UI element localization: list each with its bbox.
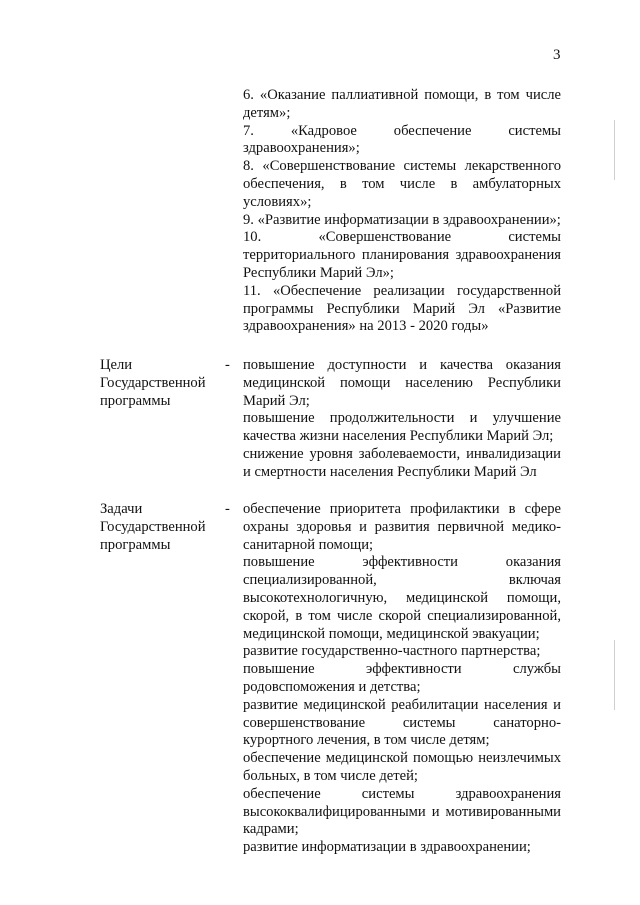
- task-item: обеспечение медицинской помощью неизлечимых больных, в том числе детей;: [243, 750, 561, 784]
- task-item: обеспечение приоритета профилактики в сфере охраны здоровья и развития первичной медико-санитарной помощи;: [243, 501, 561, 553]
- scan-edge-mark: [614, 120, 615, 180]
- intro-item-10: 10. «Совершенствование системы территориального планирования здравоохранения Республики Марий Эл»;: [243, 229, 561, 281]
- task-item: развитие медицинской реабилитации населения и совершенствование системы санаторно-курортного лечения, в том числе детям;: [243, 696, 561, 749]
- intro-item-11: 11. «Обеспечение реализации государственной программы Республики Марий Эл «Развитие здравоохранения» на 2013 - 2020 годы»: [243, 282, 561, 335]
- goal-item: снижение уровня заболеваемости, инвалидизации и смертности населения Республики Марий Эл: [243, 445, 561, 480]
- tasks-list: [243, 501, 561, 857]
- goals-list: [243, 357, 561, 482]
- goal-item: повышение доступности и качества оказания медицинской помощи населению Республики Марий Эл;: [243, 357, 561, 409]
- intro-item-9: 9. «Развитие информатизации в здравоохранении»;: [243, 211, 561, 228]
- tasks-label: Задачи Государственной программы: [100, 501, 206, 553]
- intro-item-6: 6. «Оказание паллиативной помощи, в том числе детям»;: [243, 87, 561, 121]
- task-item: повышение эффективности службы родовспоможения и детства;: [243, 661, 561, 695]
- intro-list: [243, 87, 561, 336]
- goal-item: повышение продолжительности и улучшение качества жизни населения Республики Марий Эл;: [243, 410, 561, 445]
- task-item: обеспечение системы здравоохранения высококвалифицированными и мотивированными кадрами;: [243, 785, 561, 838]
- goals-dash: -: [225, 357, 230, 373]
- goals-label: Цели Государственной программы: [100, 357, 206, 409]
- page-number: 3: [553, 47, 561, 63]
- tasks-dash: -: [225, 501, 230, 517]
- intro-item-7: 7. «Кадровое обеспечение системы здравоохранения»;: [243, 122, 561, 157]
- scan-edge-mark: [614, 640, 615, 710]
- task-item: повышение эффективности оказания специализированной, включая высокотехнологичную, медицинской помощи, скорой, в том числе скорой специализированной, медицинской помощи, медицинской эвакуации;: [243, 554, 561, 642]
- intro-item-8: 8. «Совершенствование системы лекарственного обеспечения, в том числе в амбулаторных условиях»;: [243, 158, 561, 210]
- task-item: развитие государственно-частного партнерства;: [243, 643, 541, 660]
- task-item: развитие информатизации в здравоохранении;: [243, 839, 531, 856]
